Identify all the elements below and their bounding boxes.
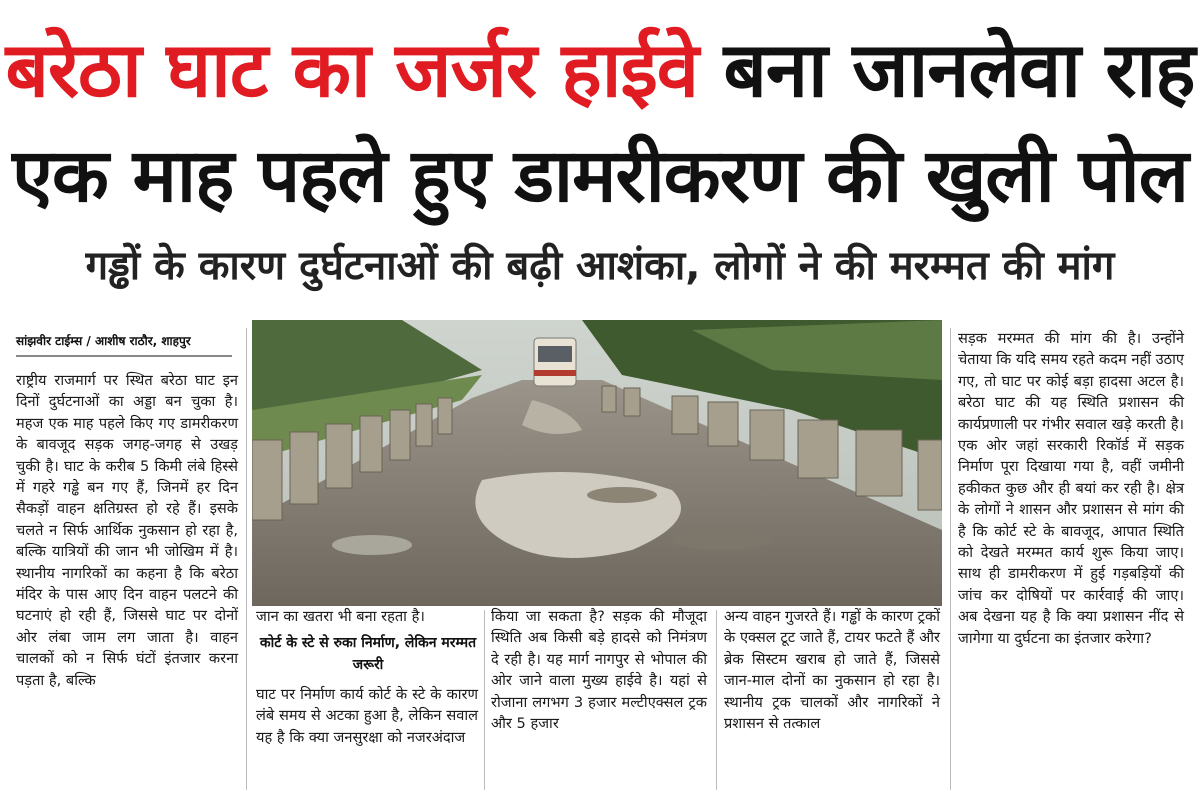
article-column-2-continued: घाट पर निर्माण कार्य कोर्ट के स्टे के कारण लंबे समय से अटका हुआ है, लेकिन सवाल यह है कि क्या जनसुरक्षा को नजरअंदाज bbox=[256, 686, 478, 746]
news-photo bbox=[252, 320, 942, 606]
article-column-3: किया जा सकता है? सड़क की मौजूदा स्थिति अब किसी बड़े हादसे को निमंत्रण दे रही है। यह मार्ग नागपुर से भोपाल की ओर जाने वाला मुख्य हाईवे है। यहां से रोजाना लगभग 3 हजार मल्टीएक्सल ट्रक और 5 हजार bbox=[491, 608, 707, 733]
article-column-4: अन्य वाहन गुजरते हैं। गड्ढों के कारण ट्रकों के एक्सल टूट जाते हैं, टायर फटते हैं और ब्रेक सिस्टम खराब हो जाते हैं, जिससे जान-माल दोनों का नुकसान हो रहा है। स्थानीय ट्रक चालकों और नागरिकों ने प्रशासन से तत्काल bbox=[724, 608, 940, 733]
headline-black-part: बना जानलेवा राह bbox=[723, 25, 1195, 114]
bus-shape bbox=[534, 338, 576, 386]
byline: सांझवीर टाईम्स / आशीष राठौर, शाहपुर bbox=[16, 332, 232, 357]
road-photo-illustration bbox=[252, 320, 942, 606]
article-column-2: जान का खतरा भी बना रहता है। bbox=[256, 608, 425, 625]
subheadline: गड्ढों के कारण दुर्घटनाओं की बढ़ी आशंका, लोगों ने की मरम्मत की मांग bbox=[85, 243, 1115, 289]
headline-line-1 bbox=[0, 22, 1200, 118]
section-subhead: कोर्ट के स्टे से रुका निर्माण, लेकिन मरम्मत जरूरी bbox=[259, 635, 477, 673]
headline-red-part: बरेठा घाट का जर्जर हाईवे bbox=[5, 25, 699, 114]
article-column-5: सड़क मरम्मत की मांग की है। उन्होंने चेताया कि यदि समय रहते कदम नहीं उठाए गए, तो घाट पर कोई बड़ा हादसा अटल है। बरेठा घाट की यह स्थिति प्रशासन की कार्यप्रणाली पर गंभीर सवाल खड़े करती है। एक ओर जहां सरकारी रिकॉर्ड में सड़क निर्माण पूरा दिखाया गया है, वहीं जमीनी हकीकत कुछ और ही बयां कर रही है। क्षेत्र के लोगों ने शासन और प्रशासन से मांग की है कि कोर्ट स्टे के बावजूद, आपात स्थिति को देखते मरम्मत कार्य शुरू किया जाए। साथ ही डामरीकरण में हुई गड़बड़ियों की जांच कर दोषियों पर कार्रवाई की जाए। अब देखना यह है कि क्या प्रशासन नींद से जागेगा या दुर्घटना का इंतजार करेगा? bbox=[958, 330, 1184, 647]
article-column-1: राष्ट्रीय राजमार्ग पर स्थित बरेठा घाट इन दिनों दुर्घटनाओं का अड्डा बन चुका है। महज एक माह पहले किए गए डामरीकरण के बावजूद सड़क जगह-जगह से उखड़ चुकी है। घाट के करीब 5 किमी लंबे हिस्से में गहरे गड्ढे बन गए हैं, जिनमें हर दिन सैकड़ों वाहन क्षतिग्रस्त हो रहे हैं। इसके चलते न सिर्फ आर्थिक नुकसान हो रहा है, बल्कि यात्रियों की जान भी जोखिम में है। स्थानीय नागरिकों का कहना है कि बरेठा मंदिर के पास आए दिन वाहन पलटने की घटनाएं हो रही हैं, जिससे घाट पर दोनों ओर लंबा जाम लग जाता है। वाहन चालकों को न सिर्फ घंटों इंतजार करना पड़ता है, बल्कि bbox=[16, 372, 238, 689]
headline-line-2: एक माह पहले हुए डामरीकरण की खुली पोल bbox=[12, 133, 1188, 219]
